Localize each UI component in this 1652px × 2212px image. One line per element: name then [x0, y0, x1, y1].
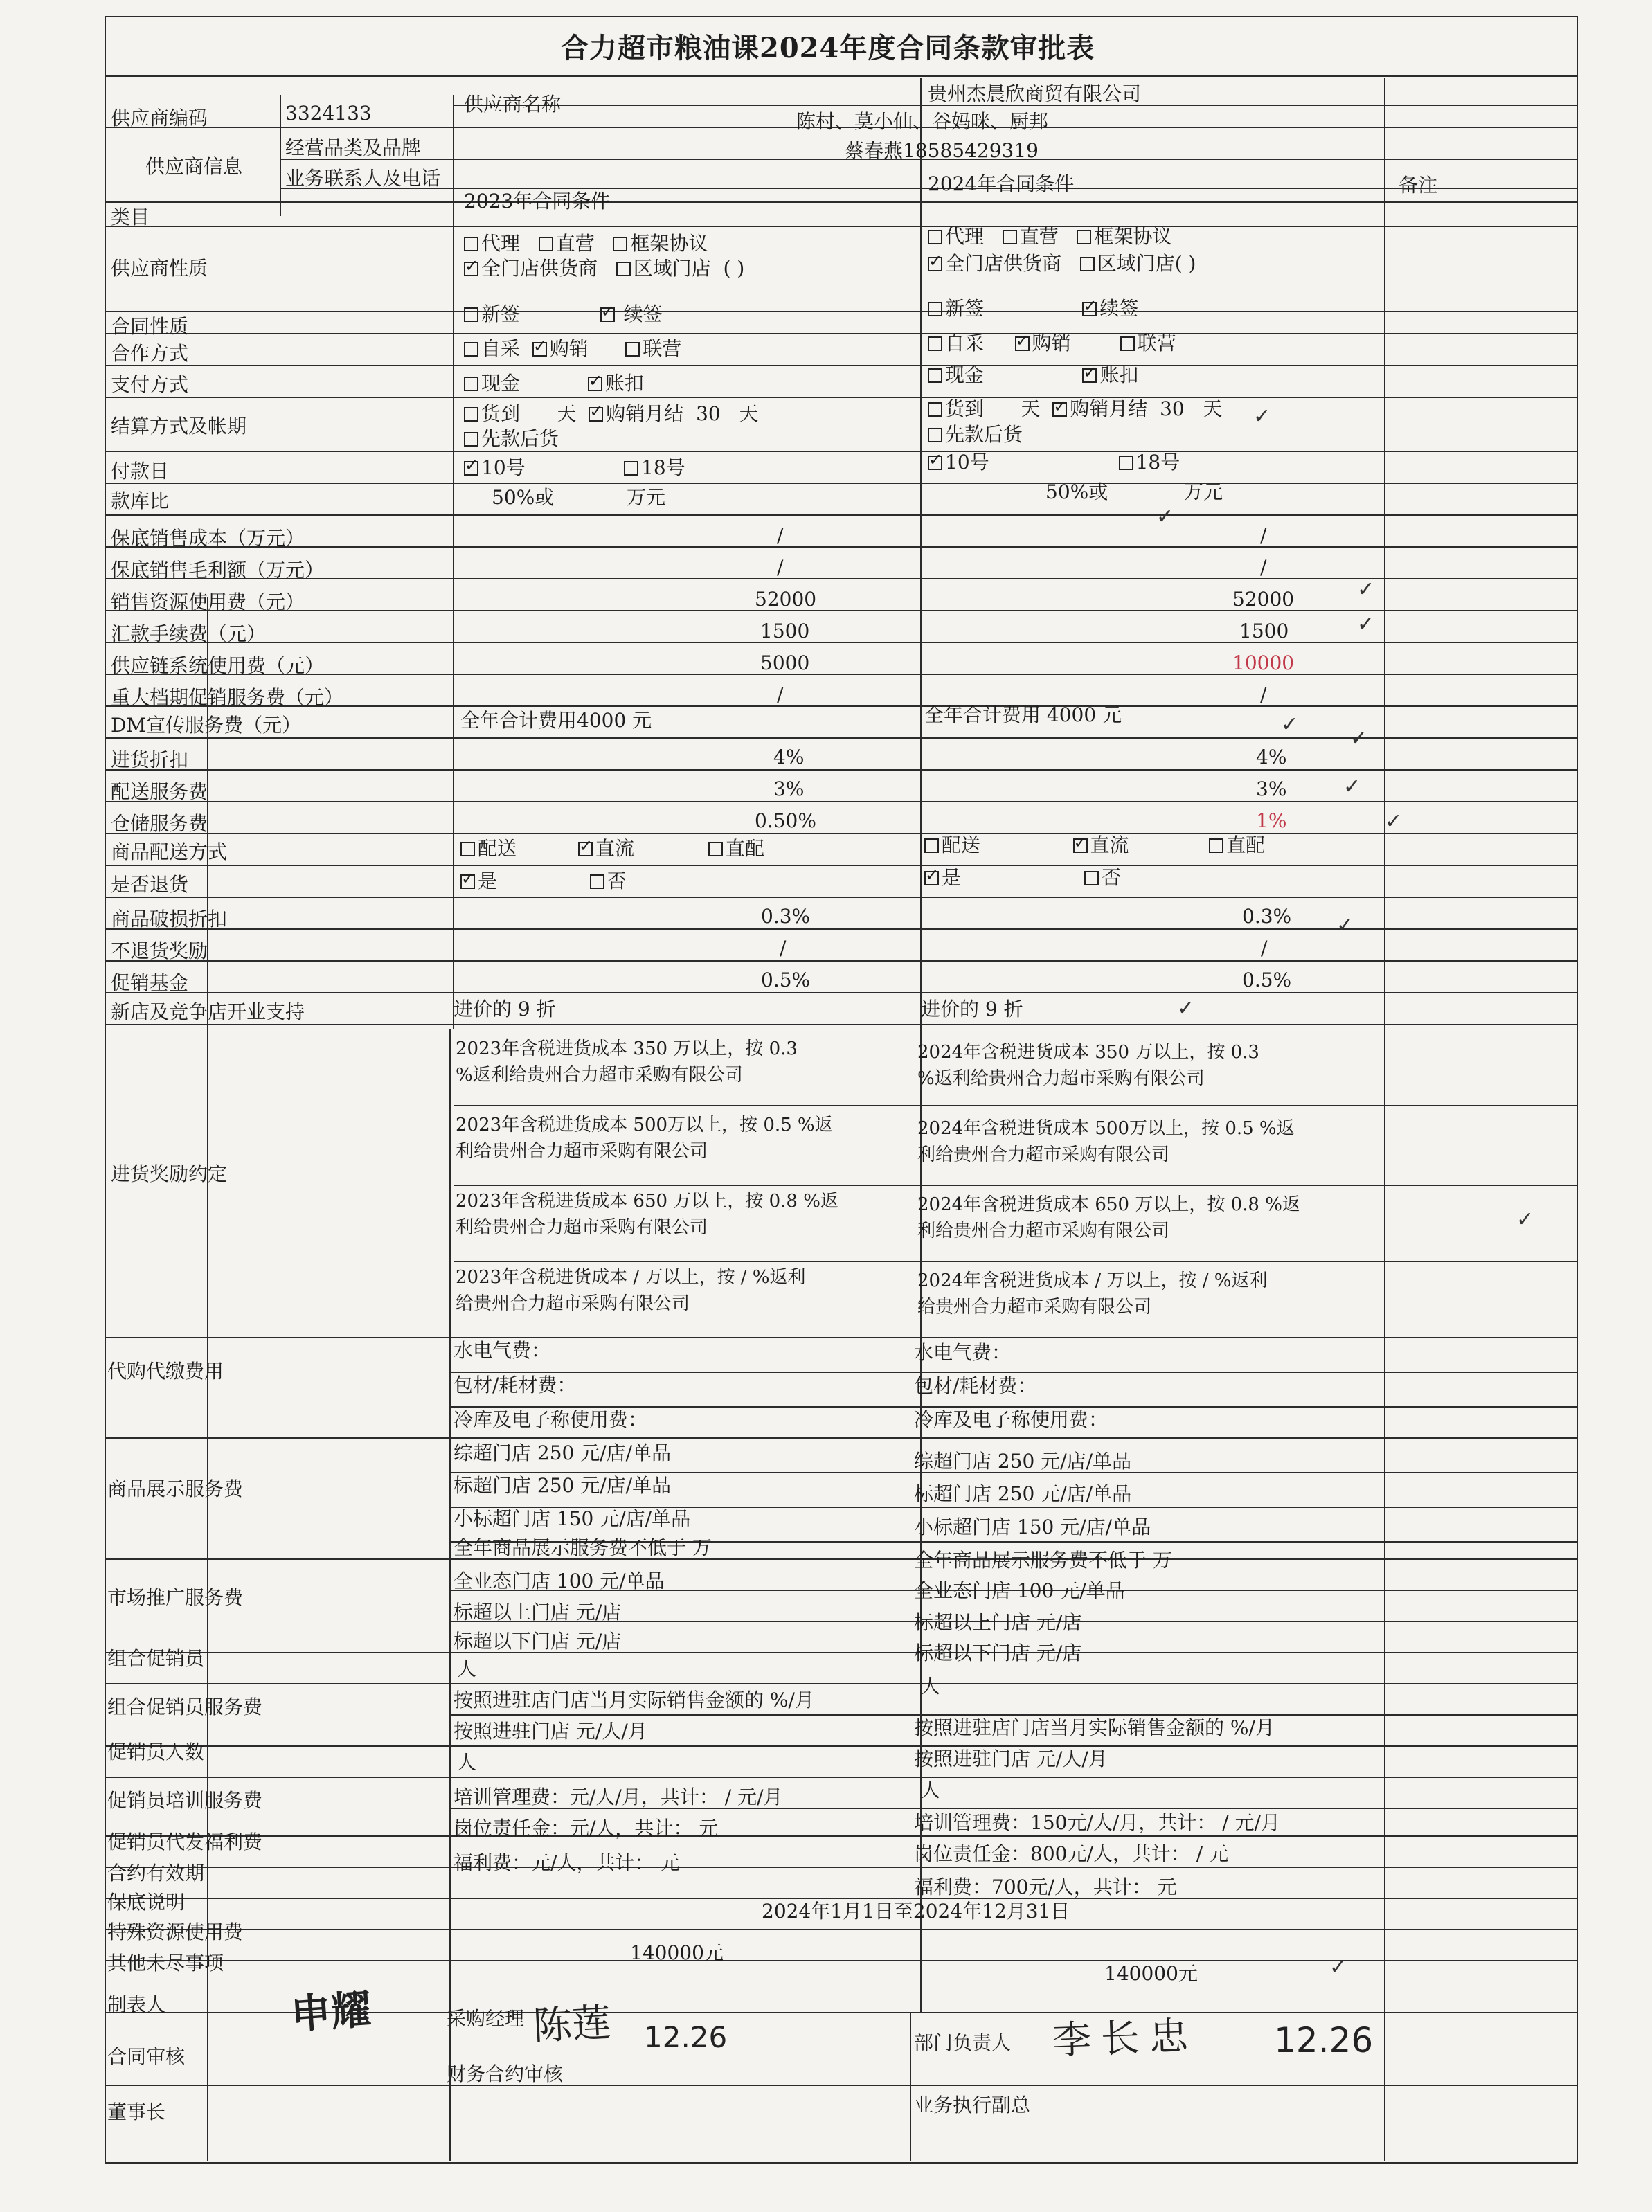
payday-2024: ✓ 10号 18号 — [928, 453, 1180, 472]
dm-2024: 全年合计费用 4000 元 — [924, 703, 1122, 726]
market-l2-2023: 标超以上门店 元/店 — [454, 1601, 622, 1624]
rebate-2023-line: 2023年含税进货成本 500万以上，按 0.5 %返 — [456, 1115, 833, 1135]
row-value-2023: 0.50% — [755, 809, 816, 832]
promoter-count-label: 促销员人数 — [107, 1741, 205, 1763]
checkbox-framework-2024[interactable] — [1077, 230, 1091, 244]
promoter-welfare-2024: 福利费：700元/人，共计： 元 — [914, 1876, 1177, 1898]
contract-type-2023: 新签 ✓ 续签 — [464, 305, 663, 324]
checkbox-purchase-2023[interactable] — [532, 342, 547, 357]
validity-value: 2024年1月1日至2024年12月31日 — [762, 1900, 1070, 1923]
chairman-label: 董事长 — [107, 2101, 166, 2123]
checkbox-cod-2023[interactable] — [464, 407, 478, 422]
row-value-2024: / — [1260, 524, 1267, 547]
promoter-train-2023: 培训管理费：元/人/月，共计： / 元/月 — [454, 1786, 783, 1808]
buyer-label: 采购经理 — [447, 2007, 525, 2030]
rebate-2023-line: 2023年含税进货成本 650 万以上，按 0.8 %返 — [456, 1191, 838, 1212]
supplier-name: 贵州杰晨欣商贸有限公司 — [928, 82, 1142, 105]
settle-2024-line2: 先款后货 — [928, 425, 1023, 444]
checkbox-d10-2023[interactable] — [464, 461, 478, 476]
checkbox-self-2023[interactable] — [464, 342, 478, 357]
checkbox-monthly-2023[interactable] — [589, 407, 603, 422]
row-value-2024: 0.5% — [1242, 969, 1292, 991]
validity-label: 合约有效期 — [107, 1862, 205, 1885]
checkbox-region-2024[interactable] — [1080, 257, 1095, 271]
row-label: 重大档期促销服务费（元） — [111, 686, 344, 709]
row-value-2023: 52000 — [755, 588, 817, 611]
promoter-store-2023: 按照进驻门店 元/人/月 — [454, 1720, 647, 1743]
vp-label: 业务执行副总 — [914, 2094, 1031, 2116]
promoter-count-2024: 人 — [921, 1779, 941, 1801]
other-2023: 140000元 — [630, 1941, 724, 1964]
market-l1-2024: 全业态门店 100 元/单品 — [914, 1579, 1125, 1602]
checkbox-region-2023[interactable] — [616, 262, 631, 276]
pay-2024: 现金 ✓ 账扣 — [928, 366, 1138, 385]
settle-2023-line2: 先款后货 — [464, 429, 559, 449]
promoter-train-label: 促销员培训服务费 — [107, 1789, 263, 1812]
display-l3-2024: 小标超门店 150 元/店/单品 — [914, 1516, 1151, 1538]
newstore-label: 新店及竞争店开业支持 — [111, 1000, 305, 1023]
row-value-2024: 52000 — [1232, 588, 1295, 611]
ratio-2024: 50%或 — [1045, 480, 1108, 503]
checkbox-new-2024[interactable] — [928, 302, 942, 316]
row-value-2023: 0.5% — [761, 969, 811, 991]
returns-label: 是否退货 — [111, 873, 189, 896]
dept-sign-date: 12.26 — [1274, 2020, 1374, 2060]
checkbox-joint-2023[interactable] — [625, 342, 640, 357]
supplier-brands: 陈村、莫小仙、谷妈咪、厨邦 — [796, 110, 1049, 133]
rebate-2024-line: %返利给贵州合力超市采购有限公司 — [917, 1068, 1205, 1089]
checkbox-zp-2024[interactable] — [1209, 838, 1223, 853]
display-l1-2023: 综超门店 250 元/店/单品 — [454, 1441, 672, 1464]
nature-2023-line1: 代理 直营 框架协议 — [464, 234, 708, 253]
row-value-2024: 0.3% — [1242, 905, 1292, 928]
check-mark-icon: ✓ — [1357, 612, 1375, 636]
check-mark-icon: ✓ — [1516, 1207, 1534, 1232]
check-mark-icon: ✓ — [1177, 996, 1195, 1020]
checkbox-d10-2024[interactable] — [928, 456, 942, 470]
market-l3-2023: 标超以下门店 元/店 — [454, 1630, 622, 1653]
col-note-header: 备注 — [1399, 174, 1438, 197]
checkbox-prepay-2024[interactable] — [928, 428, 942, 442]
delivery-2023: 配送 ✓ 直流 直配 — [460, 839, 764, 858]
checkbox-monthly-2024[interactable] — [1052, 402, 1067, 417]
checkbox-agent-2024[interactable] — [928, 230, 942, 244]
checkbox-self-2024[interactable] — [928, 336, 942, 351]
delivery-2024: 配送 ✓ 直流 直配 — [924, 836, 1265, 855]
ratio-2023-unit: 万元 — [627, 486, 666, 509]
newstore-2024: 进价的 9 折 — [921, 998, 1023, 1020]
settle-2023-line1: 货到 天 ✓ 购销月结 30 天 — [464, 404, 758, 424]
dm-2023: 全年合计费用4000 元 — [460, 709, 652, 732]
row-label: 促销基金 — [111, 971, 189, 994]
check-mark-icon: ✓ — [1336, 913, 1354, 937]
row-value-2023: / — [777, 683, 784, 706]
row-value-2023: / — [777, 556, 784, 579]
rebate-2024-line: 利给贵州合力超市采购有限公司 — [917, 1144, 1170, 1165]
row-label: 销售资源使用费（元） — [111, 591, 305, 613]
promoter-fee-2023: 按照进驻店门店当月实际销售金额的 %/月 — [454, 1689, 814, 1711]
contract-type-label: 合同性质 — [111, 315, 189, 338]
contract-type-2024: 新签 ✓ 续签 — [928, 299, 1138, 318]
promoter-count-2023: 人 — [457, 1751, 477, 1774]
rebate-2024-line: 2024年含税进货成本 500万以上，按 0.5 %返 — [917, 1118, 1295, 1139]
checkbox-allstore-2024[interactable] — [928, 257, 942, 271]
row-value-2023: 4% — [773, 746, 805, 768]
coop-2024: 自采 ✓ 购销 联营 — [928, 334, 1176, 353]
returns-2023: ✓ 是 否 — [460, 872, 627, 891]
rebate-2024-line: 利给贵州合力超市采购有限公司 — [917, 1221, 1170, 1241]
checkbox-ps-2024[interactable] — [924, 838, 939, 853]
returns-2024: ✓ 是 否 — [924, 868, 1121, 888]
checkbox-joint-2024[interactable] — [1120, 336, 1135, 351]
rebate-2024-line: 2024年含税进货成本 / 万以上，按 / %返利 — [917, 1270, 1268, 1291]
other-label: 其他未尽事项 — [107, 1952, 224, 1975]
outer-border — [105, 17, 1577, 2163]
proxy-pack-2023: 包材/耗材费： — [454, 1374, 577, 1396]
supplier-code-label: 供应商编码 — [111, 107, 208, 129]
nature-label: 供应商性质 — [111, 257, 208, 280]
row-value-2024: / — [1261, 937, 1268, 960]
checkbox-deduct-2023[interactable] — [588, 377, 602, 391]
checkbox-yes-2023[interactable] — [460, 874, 475, 889]
check-mark-icon: ✓ — [1350, 726, 1368, 750]
pay-2023: 现金 ✓ 账扣 — [464, 374, 644, 393]
checkbox-no-2024[interactable] — [1084, 871, 1099, 885]
supplier-contact: 蔡春燕18585429319 — [845, 139, 1039, 162]
checkbox-cod-2024[interactable] — [928, 402, 942, 417]
nature-2023-line2: ✓全门店供货商 区域门店 ( ) — [464, 259, 744, 278]
guarantee-label: 保底说明 — [107, 1891, 186, 1914]
ratio-2024-unit: 万元 — [1184, 480, 1223, 503]
supplier-info-label: 供应商信息 — [145, 155, 243, 178]
row-value-2024: 10000 — [1232, 651, 1295, 674]
checkbox-renew-2024[interactable] — [1082, 302, 1097, 316]
checkbox-ps-2023[interactable] — [460, 842, 475, 856]
display-l2-2023: 标超门店 250 元/店/单品 — [454, 1474, 672, 1497]
proxy-pack-2024: 包材/耗材费： — [914, 1374, 1037, 1397]
category-brand-label: 经营品类及品牌 — [285, 136, 422, 159]
settle-label: 结算方式及帐期 — [111, 415, 247, 438]
display-l4-2024: 全年商品展示服务费不低于 万 — [914, 1549, 1172, 1572]
buyer-signature: 陈莲 — [532, 2000, 612, 2049]
supplier-code: 3324133 — [285, 102, 372, 125]
checkbox-d18-2024[interactable] — [1119, 456, 1133, 470]
table-grid — [104, 15, 1579, 2168]
row-value-2023: / — [777, 524, 784, 547]
market-l1-2023: 全业态门店 100 元/单品 — [454, 1570, 665, 1592]
nature-2024-line2: ✓全门店供货商 区域门店( ) — [928, 254, 1196, 273]
pay-label: 支付方式 — [111, 373, 189, 396]
promoter-fee-label: 组合促销员服务费 — [107, 1696, 263, 1718]
col-2024-header: 2024年合同条件 — [928, 172, 1075, 195]
row-value-2024: 4% — [1256, 746, 1287, 768]
dept-head-signature: 李长忠 — [1051, 2013, 1199, 2064]
display-label: 商品展示服务费 — [107, 1477, 244, 1500]
contract-review-label: 合同审核 — [107, 2045, 186, 2068]
row-value-2023: 5000 — [760, 651, 810, 674]
promoter-duty-2023: 岗位责任金：元/人，共计： 元 — [454, 1817, 719, 1840]
buyer-sign-date: 12.26 — [644, 2020, 728, 2054]
checkbox-new-2023[interactable] — [464, 307, 478, 322]
check-mark-icon: ✓ — [1329, 1955, 1347, 1979]
supplier-name-label: 供应商名称 — [464, 93, 562, 116]
row-value-2023: 1500 — [760, 620, 810, 642]
finance-review-label: 财务合约审核 — [447, 2062, 564, 2085]
check-mark-icon: ✓ — [1156, 505, 1174, 529]
check-mark-icon: ✓ — [1357, 577, 1375, 602]
row-value-2024: / — [1260, 556, 1267, 579]
proxy-water-2024: 水电气费： — [914, 1341, 1012, 1364]
row-label: 仓储服务费 — [111, 812, 208, 835]
checkbox-yes-2024[interactable] — [924, 871, 939, 885]
rebate-2024-line: 2024年含税进货成本 650 万以上，按 0.8 %返 — [917, 1194, 1300, 1215]
checkbox-cash-2024[interactable] — [928, 368, 942, 383]
checkbox-direct-2024[interactable] — [1003, 230, 1017, 244]
coop-2023: 自采 ✓ 购销 联营 — [464, 339, 681, 359]
promoter-welfare-2023: 福利费：元/人，共计： 元 — [454, 1851, 680, 1874]
rebate-2023-line: 2023年含税进货成本 / 万以上，按 / %返利 — [456, 1267, 806, 1288]
row-label: 保底销售毛利额（万元） — [111, 559, 325, 582]
display-l1-2024: 综超门店 250 元/店/单品 — [914, 1450, 1132, 1473]
checkbox-agent-2023[interactable] — [464, 237, 478, 251]
checkbox-zl-2023[interactable] — [578, 842, 593, 856]
row-value-2024: 1500 — [1239, 620, 1289, 642]
row-label: 不退货奖励 — [111, 939, 208, 962]
rebate-2023-line: 利给贵州合力超市采购有限公司 — [456, 1141, 708, 1162]
rebate-2023-line: 2023年含税进货成本 350 万以上，按 0.3 — [456, 1038, 798, 1059]
check-mark-icon: ✓ — [1281, 712, 1299, 737]
row-label: 商品破损折扣 — [111, 908, 228, 930]
row-label: 进货折扣 — [111, 748, 189, 771]
promoter-person-2024: 人 — [921, 1675, 941, 1698]
checkbox-deduct-2024[interactable] — [1082, 368, 1097, 383]
row-value-2023: / — [780, 937, 787, 960]
special-label: 特殊资源使用费 — [107, 1921, 244, 1943]
display-l4-2023: 全年商品展示服务费不低于 万 — [454, 1536, 712, 1559]
col-2023-header: 2023年合同条件 — [464, 190, 611, 213]
coop-label: 合作方式 — [111, 342, 189, 365]
market-l2-2024: 标超以上门店 元/店 — [914, 1611, 1082, 1634]
checkbox-direct-2023[interactable] — [539, 237, 553, 251]
checkbox-d18-2023[interactable] — [624, 461, 638, 476]
proxy-cold-2024: 冷库及电子称使用费： — [914, 1408, 1108, 1431]
approval-form — [104, 15, 1579, 2168]
proxy-cold-2023: 冷库及电子称使用费： — [454, 1408, 648, 1431]
display-l3-2023: 小标超门店 150 元/店/单品 — [454, 1507, 691, 1530]
maker-signature: 申耀 — [289, 1986, 373, 2038]
promoter-group-label: 组合促销员 — [107, 1647, 205, 1670]
checkbox-framework-2023[interactable] — [613, 237, 627, 251]
row-value-2024: / — [1260, 683, 1267, 706]
proxy-water-2023: 水电气费： — [454, 1339, 551, 1362]
nature-2024-line1: 代理 直营 框架协议 — [928, 227, 1171, 246]
row-label: 汇款手续费（元） — [111, 622, 267, 645]
market-label: 市场推广服务费 — [107, 1586, 244, 1609]
payday-2023: ✓ 10号 18号 — [464, 458, 685, 478]
maker-label: 制表人 — [107, 1993, 166, 2016]
promoter-duty-2024: 岗位责任金：800元/人，共计： / 元 — [914, 1842, 1229, 1865]
rebate-2024-line: 2024年含税进货成本 350 万以上，按 0.3 — [917, 1042, 1259, 1063]
rebate-2023-line: %返利给贵州合力超市采购有限公司 — [456, 1065, 743, 1086]
checkbox-allstore-2023[interactable] — [464, 262, 478, 276]
promoter-store-2024: 按照进驻门店 元/人/月 — [914, 1747, 1108, 1770]
newstore-2023: 进价的 9 折 — [454, 998, 556, 1020]
rebate-2024-line: 给贵州合力超市采购有限公司 — [917, 1297, 1152, 1318]
settle-2024-line1: 货到 天 ✓ 购销月结 30 天 — [928, 399, 1222, 419]
promoter-welfare-label: 促销员代发福利费 — [107, 1831, 263, 1853]
rebate-2023-line: 利给贵州合力超市采购有限公司 — [456, 1217, 708, 1238]
rebate-2023-line: 给贵州合力超市采购有限公司 — [456, 1293, 690, 1314]
form-title: 合力超市粮油课2024年度合同条款审批表 — [561, 32, 1095, 64]
checkbox-zp-2023[interactable] — [708, 842, 723, 856]
promoter-train-2024: 培训管理费：150元/人/月，共计： / 元/月 — [914, 1811, 1280, 1834]
check-mark-icon: ✓ — [1253, 404, 1271, 429]
proxy-label: 代购代缴费用 — [107, 1360, 224, 1383]
promoter-person-2023: 人 — [457, 1657, 477, 1680]
contact-label: 业务联系人及电话 — [285, 167, 441, 190]
rebate-label: 进货奖励约定 — [111, 1162, 228, 1185]
row-value-2024: 3% — [1256, 777, 1287, 800]
category-label: 类目 — [111, 206, 150, 228]
check-mark-icon: ✓ — [1343, 775, 1361, 799]
row-label: 保底销售成本（万元） — [111, 527, 305, 550]
other-2024: 140000元 — [1104, 1962, 1198, 1985]
checkbox-no-2023[interactable] — [590, 874, 604, 889]
check-mark-icon: ✓ — [1385, 809, 1403, 834]
row-label: 供应链系统使用费（元） — [111, 654, 325, 677]
payday-label: 付款日 — [111, 460, 170, 483]
row-value-2023: 0.3% — [761, 905, 811, 928]
checkbox-renew-2023[interactable] — [600, 307, 615, 322]
checkbox-purchase-2024[interactable] — [1015, 336, 1030, 351]
display-l2-2024: 标超门店 250 元/店/单品 — [914, 1482, 1132, 1505]
dm-label: DM宣传服务费（元） — [111, 714, 302, 737]
dept-head-label: 部门负责人 — [914, 2031, 1012, 2054]
checkbox-cash-2023[interactable] — [464, 377, 478, 391]
promoter-fee-2024: 按照进驻店门店当月实际销售金额的 %/月 — [914, 1716, 1275, 1739]
delivery-label: 商品配送方式 — [111, 840, 228, 863]
ratio-label: 款库比 — [111, 489, 170, 512]
row-value-2024: 1% — [1256, 809, 1287, 832]
market-l3-2024: 标超以下门店 元/店 — [914, 1642, 1082, 1664]
row-label: 配送服务费 — [111, 780, 208, 803]
ratio-2023: 50%或 — [492, 486, 555, 509]
checkbox-zl-2024[interactable] — [1073, 838, 1088, 853]
row-value-2023: 3% — [773, 777, 805, 800]
checkbox-prepay-2023[interactable] — [464, 432, 478, 447]
